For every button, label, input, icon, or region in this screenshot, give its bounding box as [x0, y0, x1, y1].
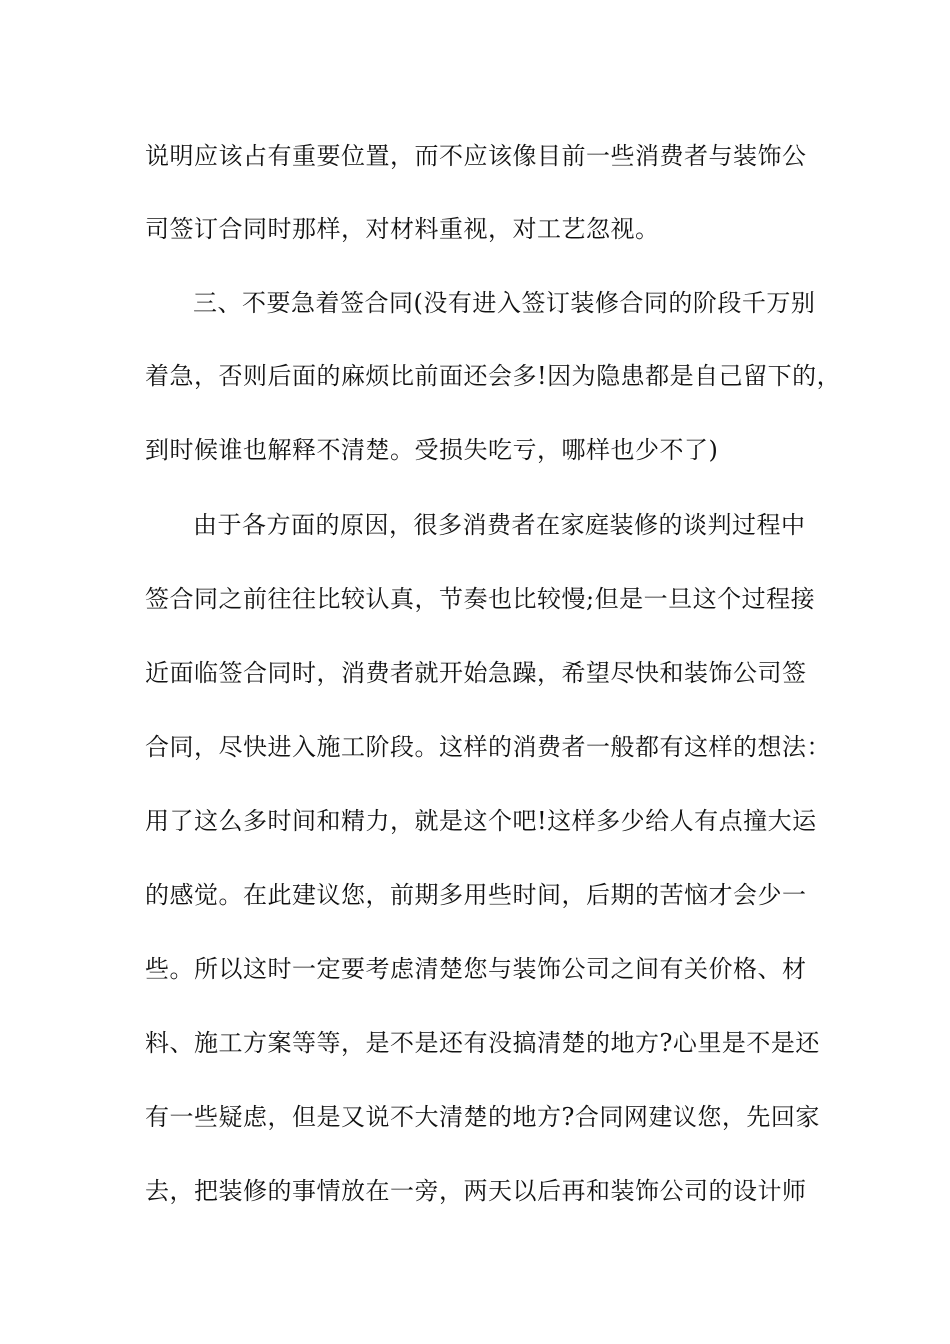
paragraph-line: 的感觉。在此建议您，前期多用些时间，后期的苦恼才会少一	[145, 881, 807, 909]
section-heading-line: 到时候谁也解释不清楚。受损失吃亏，哪样也少不了)	[145, 436, 719, 464]
section-heading-line: 三、不要急着签合同(没有进入签订装修合同的阶段千万别	[193, 289, 816, 317]
paragraph-line: 合同，尽快进入施工阶段。这样的消费者一般都有这样的想法：	[145, 733, 831, 761]
paragraph-line: 由于各方面的原因，很多消费者在家庭装修的谈判过程中	[193, 511, 806, 539]
paragraph-line: 说明应该占有重要位置，而不应该像目前一些消费者与装饰公	[145, 142, 807, 170]
paragraph-line: 去，把装修的事情放在一旁，两天以后再和装饰公司的设计师	[145, 1177, 807, 1205]
paragraph-line: 料、施工方案等等，是不是还有没搞清楚的地方?心里是不是还	[145, 1029, 820, 1057]
paragraph-line: 司签订合同时那样，对材料重视，对工艺忽视。	[145, 215, 660, 243]
section-heading-line: 着急，否则后面的麻烦比前面还会多!因为隐患都是自己留下的，	[145, 362, 842, 390]
paragraph-line: 签合同之前往往比较认真，节奏也比较慢;但是一旦这个过程接	[145, 585, 816, 613]
paragraph-line: 用了这么多时间和精力，就是这个吧!这样多少给人有点撞大运	[145, 807, 817, 835]
paragraph-line: 有一些疑虑，但是又说不大清楚的地方?合同网建议您，先回家	[145, 1103, 820, 1131]
paragraph-line: 近面临签合同时，消费者就开始急躁，希望尽快和装饰公司签	[145, 659, 807, 687]
paragraph-line: 些。所以这时一定要考虑清楚您与装饰公司之间有关价格、材	[145, 955, 807, 983]
